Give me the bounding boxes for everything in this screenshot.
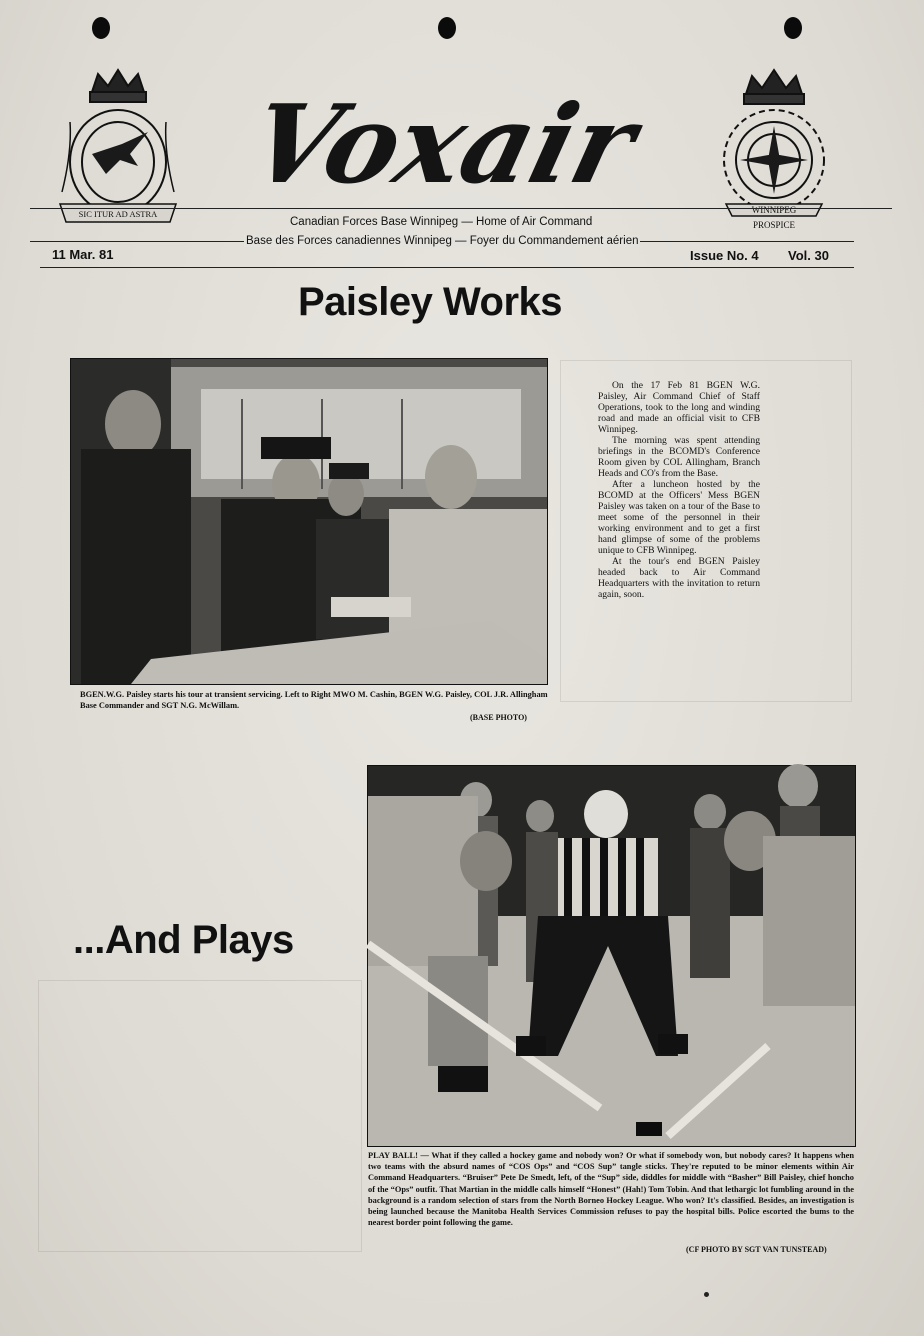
binder-hole [92,17,110,39]
hockey-photo [367,765,856,1147]
binder-hole [784,17,802,39]
dateline-rule [40,267,854,268]
svg-text:Voxair: Voxair [237,80,648,208]
briefing-photo [70,358,548,685]
air-command-crest-icon [52,62,184,230]
masthead-rule [30,208,892,209]
photo-caption: BGEN.W.G. Paisley starts his tour at transient servicing. Left to Right MWO M. Cashin, BGEN W.G. Paisley, COL J.R. Allingham Base Commander and SGT N.G. McWillam. [80,690,548,710]
article-paragraph: At the tour's end BGEN Paisley headed back to Air Command Headquarters with the invitation to return again, soon. [598,556,760,600]
cfb-winnipeg-crest-icon [712,64,836,232]
ink-speck [704,1292,709,1297]
svg-text:PROSPICE: PROSPICE [752,220,796,230]
article-headline: Paisley Works [298,280,563,324]
article-paragraph: After a luncheon hosted by the BCOMD at the Officers' Mess BGEN Paisley was taken on a tour of the Base to meet some of the personnel in their working environment and to get a first hand glimpse of some of the problems unique to CFB Winnipeg. [598,479,760,556]
article-body [598,380,760,600]
article-paragraph: The morning was spent attending briefings in the BCOMD's Conference Room given by COL Allingham, Branch Heads and CO's from the Base. [598,435,760,479]
article-headline: ...And Plays [73,918,294,962]
bleed-through [38,980,362,1252]
binder-hole [438,17,456,39]
voxair-masthead-logo [237,62,648,212]
issue-number: Issue No. 4 [690,248,759,263]
photo-caption: PLAY BALL! — What if they called a hockey game and nobody won? Or what if somebody won, but nobody cares? It happens when two teams with the absurd names of “COS Ops” and “COS Sup” tangle sticks. They're reputed to be minor elements within Air Command Headquarters. “Bruiser” Pete De Smedt, left, of the “Sup” side, diddles for middle with “Basher” Bill Paisley, chief honcho of the “Ops” outfit. That Martian in the middle calls himself “Honest” (Hah!) Tom Tobin. And that lethargic lot fumbling around in the background is a random selection of stars from the North Borneo Hockey League. Who won? It's classified. Besides, an investigation is being launched because the Manitoba Health Services Commission refuses to pay the hospital bills. Police escorted the bums to the nearest border point following the game. [368,1151,854,1228]
photo-credit: (CF PHOTO BY SGT VAN TUNSTEAD) [686,1245,827,1254]
svg-text:SIC ITUR AD ASTRA: SIC ITUR AD ASTRA [78,209,158,219]
issue-volume: Vol. 30 [788,248,829,263]
photo-credit: (BASE PHOTO) [470,713,527,722]
issue-date: 11 Mar. 81 [52,247,114,262]
svg-text:WINNIPEG: WINNIPEG [751,205,797,215]
article-paragraph: On the 17 Feb 81 BGEN W.G. Paisley, Air Command Chief of Staff Operations, took to the long and winding road and made an official visit to CFB Winnipeg. [598,380,760,435]
subtitle-french: Base des Forces canadiennes Winnipeg — Foyer du Commandement aérien [246,235,639,247]
subtitle-english: Canadian Forces Base Winnipeg — Home of Air Command [290,216,593,228]
